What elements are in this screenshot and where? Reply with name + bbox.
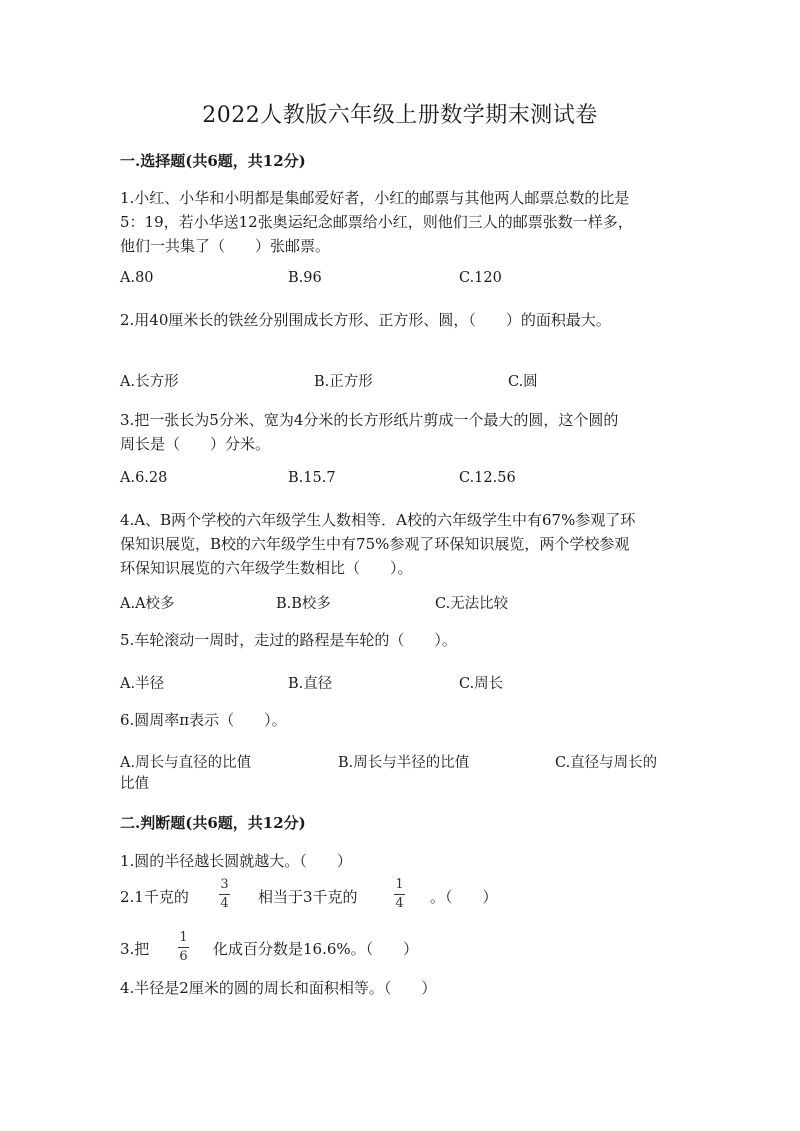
fraction-numerator: 3 bbox=[220, 877, 229, 892]
section-heading-choice: 一.选择题(共6题，共12分) bbox=[120, 152, 306, 170]
judgement-question-2-middle: 相当于3千克的 bbox=[258, 888, 358, 906]
fraction-three-quarters bbox=[219, 878, 230, 911]
judgement-question-3-prefix: 3.把 bbox=[120, 940, 150, 958]
option-c: C.周长 bbox=[459, 676, 504, 692]
judgement-question-3-suffix: 化成百分数是16.6%。（ ） bbox=[213, 940, 419, 958]
option-c: C.120 bbox=[459, 270, 502, 286]
option-b: B.正方形 bbox=[314, 374, 373, 390]
judgement-question-4: 4.半径是2厘米的圆的周长和面积相等。（ ） bbox=[120, 979, 437, 997]
option-b: B.15.7 bbox=[288, 470, 336, 486]
option-b: B.周长与半径的比值 bbox=[338, 755, 470, 771]
fraction-bar bbox=[219, 894, 230, 895]
fraction-bar bbox=[178, 947, 189, 948]
judgement-question-1: 1.圆的半径越长圆就越大。（ ） bbox=[120, 852, 352, 870]
section-heading-judgement: 二.判断题(共6题，共12分) bbox=[120, 814, 306, 832]
option-b: B.96 bbox=[288, 270, 322, 286]
question-line: 1.小红、小华和小明都是集邮爱好者，小红的邮票与其他两人邮票总数的比是 bbox=[120, 189, 630, 207]
judgement-question-2-suffix: 。（ ） bbox=[430, 888, 498, 906]
option-a: A.半径 bbox=[120, 676, 165, 692]
question-line: 保知识展览，B校的六年级学生中有75%参观了环保知识展览，两个学校参观 bbox=[120, 535, 630, 553]
option-b: B.B校多 bbox=[276, 596, 331, 612]
option-c: C.直径与周长的 bbox=[555, 755, 658, 771]
fraction-denominator: 4 bbox=[395, 896, 404, 911]
page-title: 2022人教版六年级上册数学期末测试卷 bbox=[202, 103, 598, 128]
question-line: 5：19，若小华送12张奥运纪念邮票给小红，则他们三人的邮票张数一样多， bbox=[120, 213, 633, 231]
question-line: 6.圆周率π表示（ ）。 bbox=[120, 711, 287, 729]
question-line: 他们一共集了（ ）张邮票。 bbox=[120, 237, 331, 255]
option-a: A.80 bbox=[120, 270, 154, 286]
option-a: A.A校多 bbox=[120, 596, 175, 612]
question-line: 2.用40厘米长的铁丝分别围成长方形、正方形、圆，（ ）的面积最大。 bbox=[120, 311, 611, 329]
judgement-question-2-prefix: 2.1千克的 bbox=[120, 888, 189, 906]
option-a: A.长方形 bbox=[120, 374, 179, 390]
question-line: 5.车轮滚动一周时，走过的路程是车轮的（ ）。 bbox=[120, 631, 457, 649]
option-b: B.直径 bbox=[288, 676, 333, 692]
question-line: 4.A、B两个学校的六年级学生人数相等．A校的六年级学生中有67%参观了环 bbox=[120, 511, 636, 529]
option-c-continued: 比值 bbox=[120, 776, 149, 792]
option-c: C.圆 bbox=[508, 374, 538, 390]
fraction-one-sixth bbox=[178, 931, 189, 964]
fraction-denominator: 6 bbox=[179, 949, 188, 964]
option-c: C.无法比较 bbox=[435, 596, 509, 612]
question-1 bbox=[120, 186, 680, 258]
question-5 bbox=[120, 628, 680, 652]
fraction-numerator: 1 bbox=[395, 877, 404, 892]
question-4 bbox=[120, 508, 680, 580]
question-2 bbox=[120, 308, 680, 332]
question-6 bbox=[120, 708, 680, 732]
option-a: A.6.28 bbox=[120, 470, 168, 486]
fraction-numerator: 1 bbox=[179, 930, 188, 945]
fraction-bar bbox=[394, 894, 405, 895]
question-line: 周长是（ ）分米。 bbox=[120, 435, 271, 453]
question-3 bbox=[120, 408, 680, 456]
question-line: 环保知识展览的六年级学生数相比（ ）。 bbox=[120, 559, 413, 577]
option-c: C.12.56 bbox=[459, 470, 516, 486]
option-a: A.周长与直径的比值 bbox=[120, 755, 252, 771]
fraction-denominator: 4 bbox=[220, 896, 229, 911]
fraction-one-quarter bbox=[394, 878, 405, 911]
question-line: 3.把一张长为5分米、宽为4分米的长方形纸片剪成一个最大的圆，这个圆的 bbox=[120, 411, 619, 429]
